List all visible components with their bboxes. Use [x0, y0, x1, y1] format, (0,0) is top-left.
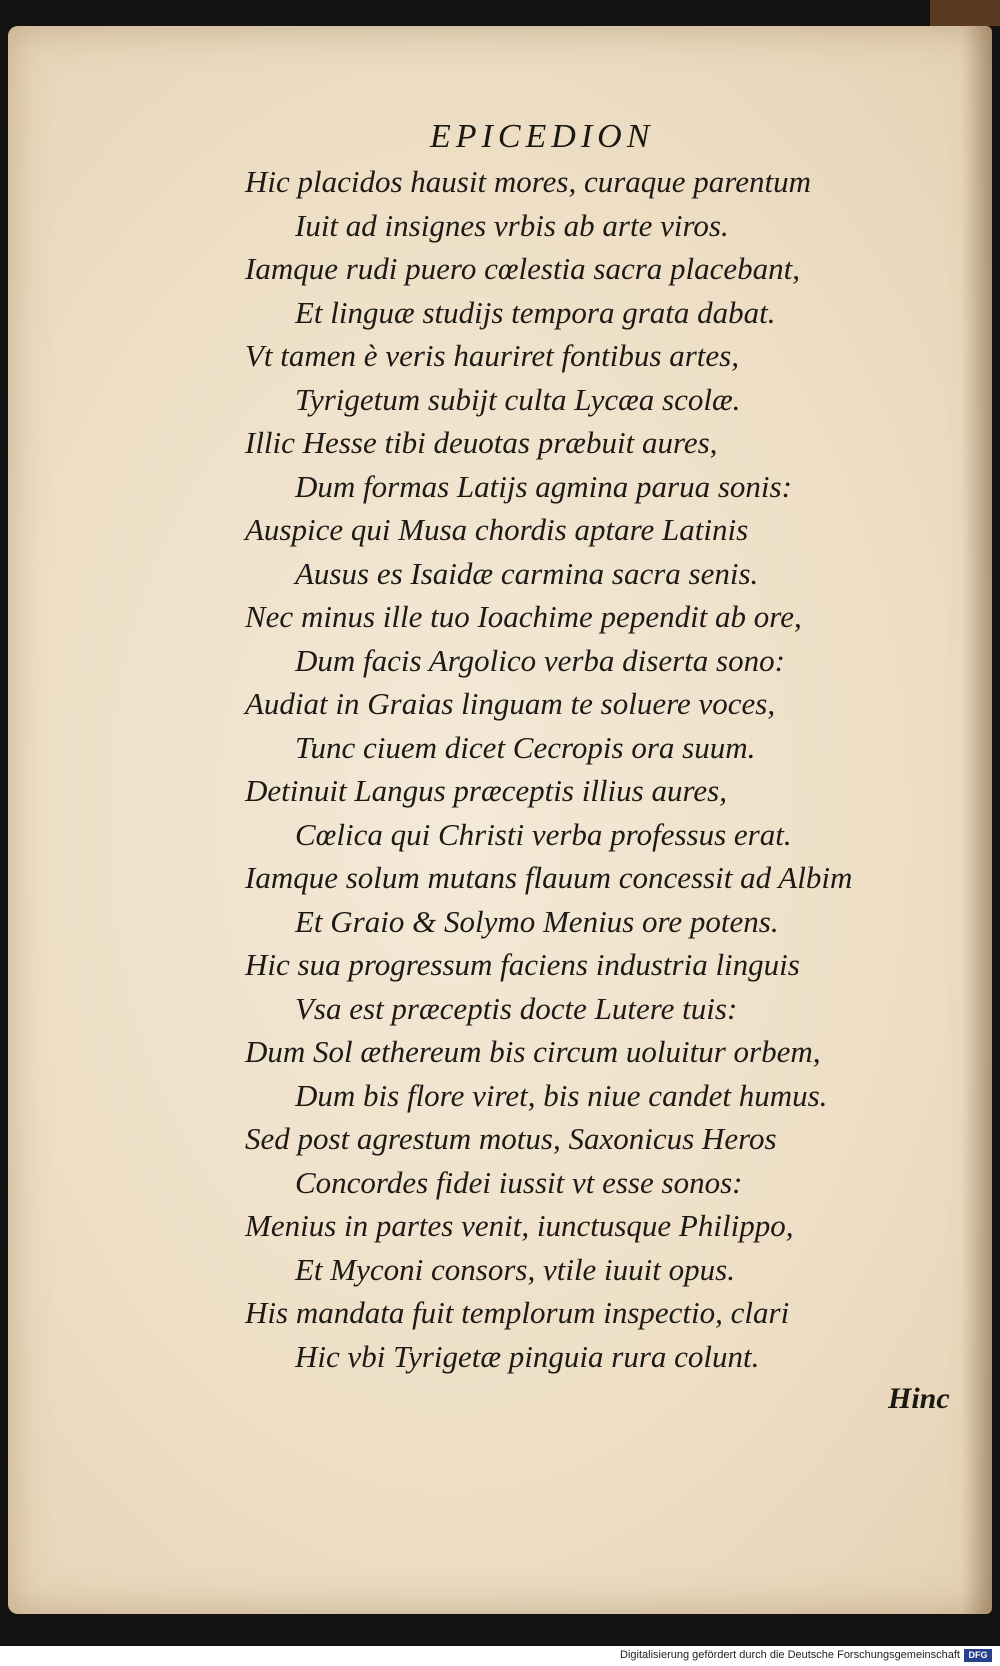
- poem-line-7: Illic Hesse tibi deuotas præbuit aures,: [245, 425, 718, 460]
- poem-line-23: Sed post agrestum motus, Saxonicus Heros: [245, 1121, 777, 1156]
- poem-line-10: Ausus es Isaidæ carmina sacra senis.: [295, 555, 759, 591]
- poem-line-18: Et Graio & Solymo Menius ore potens.: [295, 903, 779, 939]
- poem-line-17: Iamque solum mutans flauum concessit ad Albim: [245, 860, 853, 895]
- poem-line-21: Dum Sol æthereum bis circum uoluitur orbem,: [245, 1034, 821, 1069]
- dfg-logo: DFG: [964, 1649, 992, 1662]
- poem-line-27: His mandata fuit templorum inspectio, clari: [245, 1295, 790, 1330]
- poem-line-26: Et Myconi consors, vtile iuuit opus.: [295, 1251, 735, 1287]
- poem-line-20: Vsa est præceptis docte Lutere tuis:: [295, 990, 738, 1026]
- poem-line-5: Vt tamen è veris hauriret fontibus artes,: [245, 338, 739, 373]
- poem-line-28: Hic vbi Tyrigetæ pinguia rura colunt.: [295, 1338, 760, 1374]
- poem-line-2: Iuit ad insignes vrbis ab arte viros.: [295, 207, 729, 243]
- catchword: Hinc: [888, 1382, 950, 1415]
- poem-line-12: Dum facis Argolico verba diserta sono:: [295, 642, 785, 678]
- poem-text: [0, 160, 1000, 1378]
- poem-line-3: Iamque rudi puero cœlestia sacra placebant,: [245, 251, 801, 286]
- funding-credit: Digitalisierung gefördert durch die Deutsche Forschungsgemeinschaft: [620, 1649, 960, 1661]
- poem-line-4: Et linguæ studijs tempora grata dabat.: [295, 294, 776, 330]
- book-cover-corner: [930, 0, 1000, 26]
- footer-bar: [0, 1646, 1000, 1666]
- poem-line-25: Menius in partes venit, iunctusque Philippo,: [245, 1208, 794, 1243]
- poem-line-22: Dum bis flore viret, bis niue candet humus.: [295, 1077, 828, 1113]
- poem-line-6: Tyrigetum subijt culta Lycæa scolæ.: [295, 381, 741, 417]
- poem-line-19: Hic sua progressum faciens industria linguis: [245, 947, 800, 982]
- poem-line-24: Concordes fidei iussit vt esse sonos:: [295, 1164, 743, 1200]
- poem-line-8: Dum formas Latijs agmina parua sonis:: [295, 468, 792, 504]
- poem-line-13: Audiat in Graias linguam te soluere voces,: [245, 686, 776, 721]
- poem-line-15: Detinuit Langus præceptis illius aures,: [245, 773, 727, 808]
- running-title: EPICEDION: [430, 118, 655, 155]
- poem-line-16: Cœlica qui Christi verba professus erat.: [295, 816, 792, 852]
- poem-line-9: Auspice qui Musa chordis aptare Latinis: [245, 512, 749, 547]
- poem-line-11: Nec minus ille tuo Ioachime pependit ab ore,: [245, 599, 802, 634]
- poem-line-14: Tunc ciuem dicet Cecropis ora suum.: [295, 729, 756, 765]
- poem-line-1: Hic placidos hausit mores, curaque parentum: [245, 164, 811, 199]
